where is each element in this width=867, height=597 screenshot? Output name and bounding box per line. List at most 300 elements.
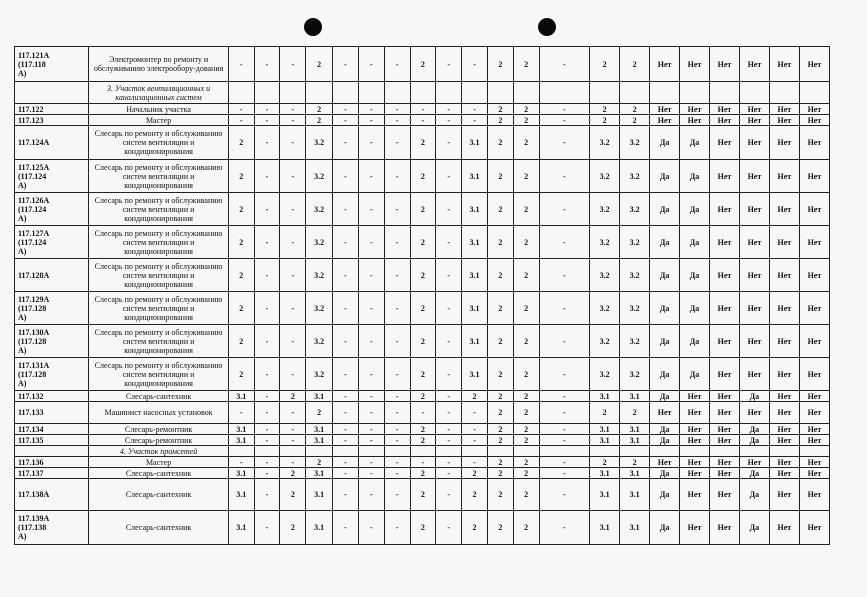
guarantee-cell: Нет	[710, 468, 740, 479]
guarantee-cell: Да	[680, 193, 710, 226]
class-cell: -	[358, 391, 384, 402]
section-title: 4. Участок промсетей	[89, 446, 228, 457]
guarantee-cell: Да	[650, 193, 680, 226]
guarantee-cell: Нет	[739, 325, 769, 358]
class-cell: 3.1	[306, 511, 333, 545]
class-cell: -	[436, 325, 462, 358]
class-cell: -	[254, 325, 280, 358]
position-name: Слесарь-сантехник	[89, 479, 228, 511]
class-cell	[384, 82, 410, 104]
class-cell: 2	[228, 193, 254, 226]
class-cell: -	[358, 160, 384, 193]
class-cell: -	[333, 259, 359, 292]
class-cell: 3.1	[228, 479, 254, 511]
guarantee-cell: Нет	[710, 226, 740, 259]
guarantee-cell: Нет	[710, 391, 740, 402]
class-cell: 2	[228, 358, 254, 391]
guarantee-cell: Нет	[680, 391, 710, 402]
guarantee-cell: Нет	[799, 292, 829, 325]
guarantee-cell: Нет	[739, 292, 769, 325]
guarantee-cell: Да	[680, 259, 710, 292]
class-cell: -	[358, 115, 384, 126]
class-cell: 3.2	[306, 193, 333, 226]
class-cell: -	[384, 259, 410, 292]
guarantee-cell: Нет	[769, 457, 799, 468]
class-cell: -	[254, 457, 280, 468]
class-cell	[384, 446, 410, 457]
class-cell: 3.1	[306, 468, 333, 479]
guarantee-cell	[710, 446, 740, 457]
class-cell: -	[254, 259, 280, 292]
guarantee-cell: Да	[739, 511, 769, 545]
class-cell: 3.1	[620, 391, 650, 402]
guarantee-cell: Нет	[650, 115, 680, 126]
guarantee-cell: Да	[680, 325, 710, 358]
class-cell: -	[384, 115, 410, 126]
guarantee-cell: Да	[680, 226, 710, 259]
guarantee-cell: Нет	[739, 259, 769, 292]
class-cell: 2	[487, 402, 513, 424]
class-cell: 2	[513, 402, 539, 424]
workplace-code	[15, 82, 89, 104]
class-cell: -	[384, 292, 410, 325]
class-cell: 2	[590, 402, 620, 424]
class-cell: -	[358, 511, 384, 545]
class-cell: -	[384, 468, 410, 479]
class-cell: 2	[513, 115, 539, 126]
guarantee-cell: Нет	[799, 115, 829, 126]
class-cell: 3.2	[306, 259, 333, 292]
class-cell: -	[333, 104, 359, 115]
guarantee-cell: Да	[680, 292, 710, 325]
guarantee-cell: Да	[650, 391, 680, 402]
class-cell: -	[280, 226, 306, 259]
class-cell: -	[358, 468, 384, 479]
guarantee-cell: Нет	[799, 457, 829, 468]
class-cell: 2	[410, 435, 436, 446]
guarantee-cell: Нет	[769, 126, 799, 160]
class-cell: -	[384, 479, 410, 511]
class-cell: 2	[513, 325, 539, 358]
guarantee-cell: Нет	[650, 47, 680, 82]
class-cell: 3.1	[620, 435, 650, 446]
class-cell: -	[539, 104, 590, 115]
class-cell: -	[333, 479, 359, 511]
workplace-code: 117.139А (117.138 А)	[15, 511, 89, 545]
workplace-code: 117.138А	[15, 479, 89, 511]
table-row	[15, 104, 830, 115]
guarantee-cell: Нет	[710, 358, 740, 391]
guarantee-cell	[710, 82, 740, 104]
workplace-code	[15, 446, 89, 457]
class-cell: -	[384, 193, 410, 226]
class-cell: 3.1	[306, 435, 333, 446]
class-cell	[487, 446, 513, 457]
class-cell: -	[254, 292, 280, 325]
class-cell: -	[436, 160, 462, 193]
guarantee-cell: Да	[739, 479, 769, 511]
class-cell: 2	[590, 47, 620, 82]
guarantee-cell: Нет	[799, 511, 829, 545]
class-cell: 2	[410, 424, 436, 435]
class-cell: -	[436, 193, 462, 226]
class-cell: 3.1	[620, 424, 650, 435]
class-cell	[462, 446, 488, 457]
table-row	[15, 115, 830, 126]
class-cell: 3.2	[590, 226, 620, 259]
class-cell: 3.2	[620, 193, 650, 226]
position-name: Слесарь по ремонту и обслуживанию систем вентиляции и кондиционирования	[89, 226, 228, 259]
class-cell: -	[539, 115, 590, 126]
guarantee-cell: Нет	[739, 226, 769, 259]
class-cell	[410, 82, 436, 104]
class-cell: 3.1	[228, 435, 254, 446]
class-cell: -	[384, 402, 410, 424]
class-cell: -	[436, 391, 462, 402]
punch-hole-left	[304, 18, 322, 36]
class-cell: -	[280, 115, 306, 126]
class-cell: 2	[228, 325, 254, 358]
guarantee-cell: Нет	[739, 457, 769, 468]
class-cell: 2	[410, 126, 436, 160]
workplace-code: 117.125А (117.124 А)	[15, 160, 89, 193]
class-cell: -	[436, 479, 462, 511]
class-cell: 3.2	[590, 358, 620, 391]
class-cell: -	[254, 104, 280, 115]
guarantee-cell: Да	[650, 511, 680, 545]
class-cell: 2	[487, 292, 513, 325]
class-cell: -	[462, 115, 488, 126]
guarantee-cell	[650, 82, 680, 104]
class-cell: -	[384, 325, 410, 358]
class-cell: 2	[513, 292, 539, 325]
class-cell: 3.2	[620, 126, 650, 160]
class-cell: 2	[410, 193, 436, 226]
class-cell: 2	[228, 292, 254, 325]
table-row	[15, 126, 830, 160]
guarantee-cell: Нет	[799, 160, 829, 193]
table-row	[15, 479, 830, 511]
position-name: Слесарь по ремонту и обслуживанию систем вентиляции и кондиционирования	[89, 292, 228, 325]
class-cell: 3.1	[590, 468, 620, 479]
class-cell	[254, 82, 280, 104]
class-cell: 2	[487, 457, 513, 468]
position-name: Электромонтер по ремонту и обслуживанию электрообору-дования	[89, 47, 228, 82]
class-cell: -	[333, 358, 359, 391]
table-row	[15, 259, 830, 292]
class-cell: 2	[280, 391, 306, 402]
class-cell: -	[254, 391, 280, 402]
table-row	[15, 160, 830, 193]
guarantee-cell: Нет	[710, 47, 740, 82]
class-cell: -	[358, 358, 384, 391]
class-cell: -	[436, 259, 462, 292]
guarantee-cell: Нет	[680, 115, 710, 126]
class-cell	[513, 446, 539, 457]
class-cell: 3.2	[306, 292, 333, 325]
class-cell: -	[228, 104, 254, 115]
class-cell: 3.2	[590, 160, 620, 193]
guarantee-cell: Нет	[710, 402, 740, 424]
guarantee-cell: Нет	[799, 435, 829, 446]
guarantee-cell: Нет	[680, 511, 710, 545]
class-cell: -	[358, 435, 384, 446]
class-cell: -	[280, 259, 306, 292]
class-cell: -	[436, 47, 462, 82]
guarantee-cell: Нет	[680, 424, 710, 435]
class-cell: -	[384, 126, 410, 160]
workplace-code: 117.122	[15, 104, 89, 115]
class-cell: -	[228, 457, 254, 468]
class-cell	[620, 82, 650, 104]
class-cell: -	[254, 468, 280, 479]
guarantee-cell: Нет	[769, 47, 799, 82]
class-cell: -	[539, 259, 590, 292]
guarantee-cell: Да	[739, 391, 769, 402]
class-cell	[254, 446, 280, 457]
class-cell: -	[254, 115, 280, 126]
class-cell: -	[228, 402, 254, 424]
class-cell: 3.2	[590, 193, 620, 226]
workplace-code: 117.137	[15, 468, 89, 479]
class-cell: 3.1	[228, 424, 254, 435]
class-cell	[590, 82, 620, 104]
class-cell: -	[333, 325, 359, 358]
position-name: Слесарь-сантехник	[89, 468, 228, 479]
class-cell: 3.2	[306, 325, 333, 358]
class-cell: -	[539, 292, 590, 325]
class-cell: 2	[620, 104, 650, 115]
class-cell: 2	[513, 358, 539, 391]
guarantee-cell: Нет	[739, 47, 769, 82]
position-name: Слесарь-ремонтник	[89, 435, 228, 446]
guarantee-cell: Да	[650, 259, 680, 292]
class-cell: 2	[306, 115, 333, 126]
class-cell: 3.1	[462, 292, 488, 325]
guarantee-cell: Нет	[799, 402, 829, 424]
guarantee-cell: Нет	[680, 47, 710, 82]
class-cell: 3.2	[620, 160, 650, 193]
guarantee-cell: Нет	[769, 292, 799, 325]
class-cell: 2	[410, 259, 436, 292]
class-cell: -	[410, 104, 436, 115]
guarantee-cell: Да	[650, 325, 680, 358]
class-cell: -	[333, 47, 359, 82]
guarantee-cell: Нет	[680, 402, 710, 424]
class-cell: 3.2	[590, 259, 620, 292]
class-cell: 2	[513, 193, 539, 226]
class-cell: -	[410, 402, 436, 424]
class-cell: 3.1	[462, 325, 488, 358]
class-cell: -	[333, 226, 359, 259]
class-cell: -	[436, 468, 462, 479]
table-row	[15, 511, 830, 545]
class-cell: 2	[462, 479, 488, 511]
class-cell	[358, 446, 384, 457]
class-cell: -	[539, 391, 590, 402]
class-cell: -	[384, 435, 410, 446]
table-row	[15, 424, 830, 435]
class-cell: 2	[513, 226, 539, 259]
class-cell: -	[333, 511, 359, 545]
class-cell: -	[254, 47, 280, 82]
class-cell: 3.2	[620, 325, 650, 358]
class-cell: 2	[410, 226, 436, 259]
position-name: Машинист насосных установок	[89, 402, 228, 424]
class-cell: -	[539, 358, 590, 391]
class-cell: 2	[487, 160, 513, 193]
class-cell: 2	[306, 47, 333, 82]
class-cell: -	[228, 115, 254, 126]
class-cell: -	[462, 435, 488, 446]
guarantee-cell: Нет	[769, 104, 799, 115]
class-cell: 3.2	[620, 358, 650, 391]
class-cell: 2	[410, 358, 436, 391]
guarantee-cell	[650, 446, 680, 457]
class-cell: -	[333, 457, 359, 468]
class-cell: 2	[487, 104, 513, 115]
class-cell: -	[539, 457, 590, 468]
guarantee-cell: Да	[680, 160, 710, 193]
guarantee-cell: Нет	[799, 193, 829, 226]
class-cell: -	[358, 126, 384, 160]
class-cell: 2	[513, 468, 539, 479]
workplace-code: 117.126А (117.124 А)	[15, 193, 89, 226]
workplace-code: 117.129А (117.128 А)	[15, 292, 89, 325]
class-cell: -	[436, 402, 462, 424]
class-cell: 2	[410, 391, 436, 402]
guarantee-cell: Нет	[710, 457, 740, 468]
class-cell: 2	[410, 479, 436, 511]
workplace-code: 117.128А	[15, 259, 89, 292]
class-cell: 2	[280, 479, 306, 511]
guarantee-cell: Нет	[799, 391, 829, 402]
class-cell: 3.2	[306, 160, 333, 193]
guarantee-cell	[739, 446, 769, 457]
class-cell: 3.1	[228, 391, 254, 402]
guarantee-cell: Нет	[769, 391, 799, 402]
workplace-code: 117.130А (117.128 А)	[15, 325, 89, 358]
guarantee-cell: Нет	[710, 160, 740, 193]
workplace-code: 117.135	[15, 435, 89, 446]
class-cell	[513, 82, 539, 104]
class-cell: -	[384, 226, 410, 259]
class-cell: 2	[487, 424, 513, 435]
guarantee-cell: Да	[650, 292, 680, 325]
position-name: Слесарь-сантехник	[89, 511, 228, 545]
class-cell: -	[280, 160, 306, 193]
workplace-code: 117.132	[15, 391, 89, 402]
class-cell: -	[539, 468, 590, 479]
class-cell: 3.2	[590, 126, 620, 160]
class-cell: 2	[228, 126, 254, 160]
class-cell: 3.1	[590, 435, 620, 446]
class-cell: 2	[590, 104, 620, 115]
class-cell: 3.1	[620, 468, 650, 479]
class-cell: 3.2	[590, 292, 620, 325]
class-cell: -	[436, 358, 462, 391]
class-cell: -	[539, 511, 590, 545]
class-cell: 3.1	[620, 479, 650, 511]
guarantee-cell	[799, 446, 829, 457]
class-cell: -	[539, 325, 590, 358]
class-cell: -	[358, 479, 384, 511]
class-cell: 2	[590, 115, 620, 126]
class-cell: -	[539, 479, 590, 511]
guarantee-cell: Нет	[769, 193, 799, 226]
class-cell	[436, 446, 462, 457]
class-cell: 2	[513, 479, 539, 511]
class-cell: 2	[513, 457, 539, 468]
guarantee-cell: Нет	[769, 358, 799, 391]
guarantee-cell: Нет	[769, 226, 799, 259]
table-row	[15, 457, 830, 468]
guarantee-cell: Нет	[769, 479, 799, 511]
class-cell	[487, 82, 513, 104]
class-cell	[358, 82, 384, 104]
class-cell: -	[280, 193, 306, 226]
class-cell: -	[333, 468, 359, 479]
guarantee-cell: Нет	[680, 457, 710, 468]
class-cell: -	[384, 358, 410, 391]
guarantee-cell: Да	[739, 468, 769, 479]
class-cell: 2	[487, 126, 513, 160]
class-cell: 3.2	[620, 292, 650, 325]
class-cell	[620, 446, 650, 457]
class-cell: -	[254, 160, 280, 193]
class-cell: -	[333, 160, 359, 193]
guarantee-cell	[769, 82, 799, 104]
class-cell: -	[410, 457, 436, 468]
guarantee-cell: Нет	[769, 424, 799, 435]
table-row	[15, 358, 830, 391]
guarantee-cell: Нет	[769, 511, 799, 545]
guarantee-cell: Нет	[739, 115, 769, 126]
class-cell: -	[254, 126, 280, 160]
class-cell: -	[384, 160, 410, 193]
guarantee-cell: Да	[650, 160, 680, 193]
guarantee-cell: Нет	[710, 325, 740, 358]
class-cell: -	[436, 457, 462, 468]
guarantee-cell: Нет	[769, 259, 799, 292]
class-cell: -	[539, 47, 590, 82]
class-cell: 2	[513, 259, 539, 292]
class-cell: -	[384, 47, 410, 82]
guarantee-cell	[680, 82, 710, 104]
class-cell: 2	[487, 226, 513, 259]
class-cell: 3.1	[306, 479, 333, 511]
class-cell: -	[410, 115, 436, 126]
guarantee-cell	[769, 446, 799, 457]
guarantee-cell: Нет	[799, 47, 829, 82]
table-row	[15, 402, 830, 424]
table-row	[15, 468, 830, 479]
class-cell: 2	[513, 435, 539, 446]
class-cell: -	[254, 193, 280, 226]
guarantee-cell: Нет	[680, 104, 710, 115]
class-cell: 2	[280, 511, 306, 545]
guarantee-cell: Да	[739, 435, 769, 446]
class-cell: 2	[410, 47, 436, 82]
class-cell: -	[384, 104, 410, 115]
class-cell	[539, 82, 590, 104]
guarantee-cell: Нет	[739, 126, 769, 160]
guarantee-cell: Нет	[739, 160, 769, 193]
workplace-code: 117.133	[15, 402, 89, 424]
guarantee-cell: Нет	[769, 435, 799, 446]
class-cell: 2	[228, 259, 254, 292]
class-cell: 3.1	[228, 468, 254, 479]
